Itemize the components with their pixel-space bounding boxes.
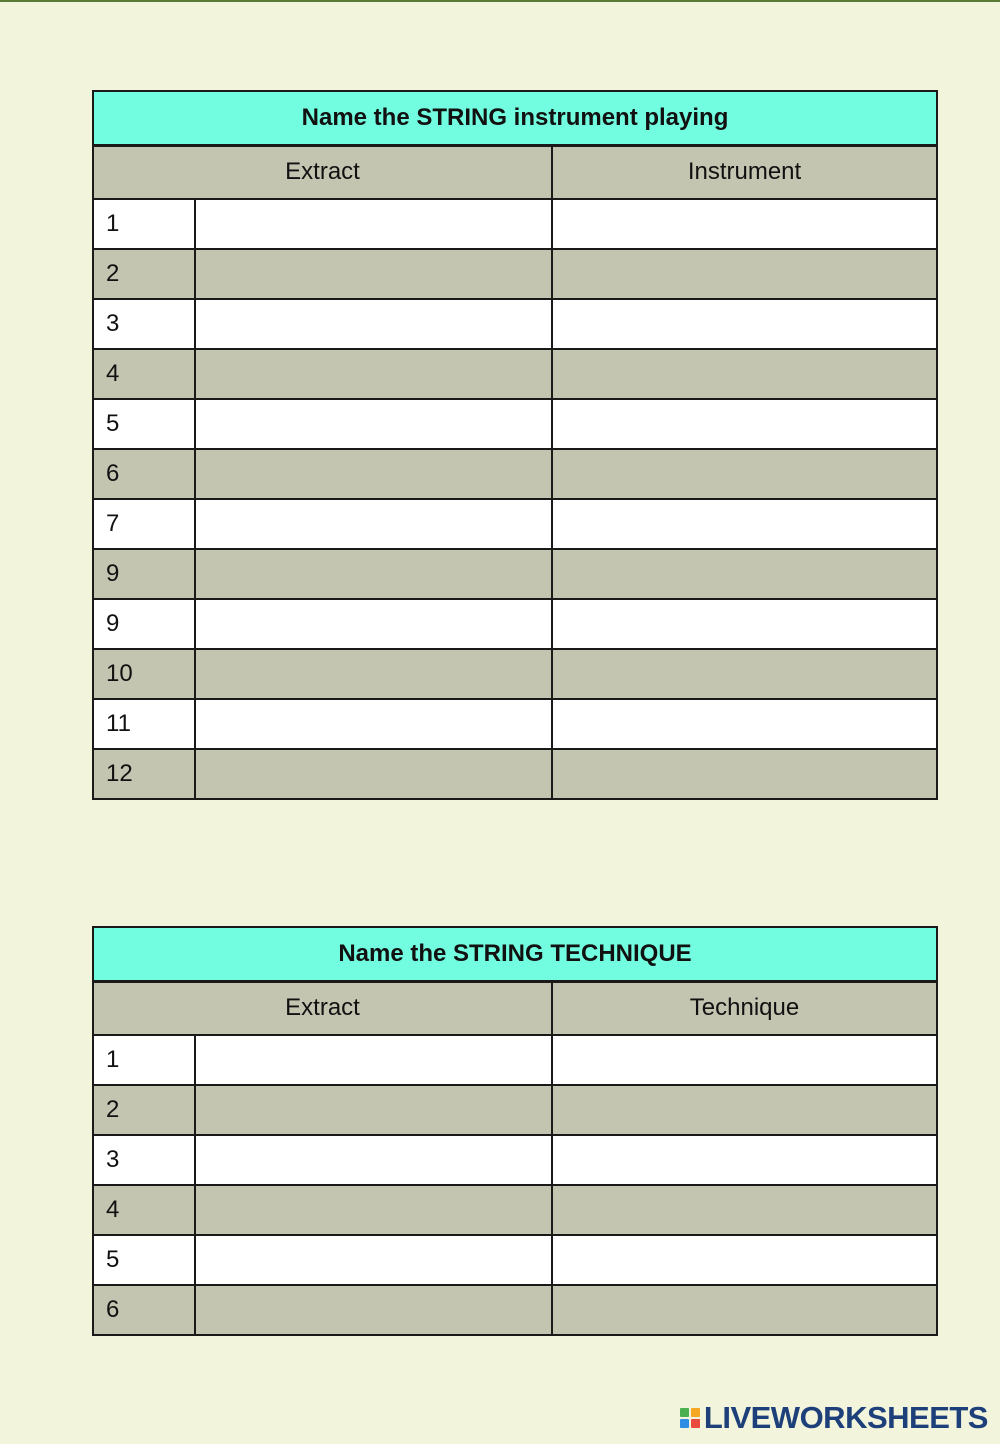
extract-cell (195, 449, 552, 499)
answer-cell (552, 399, 937, 449)
row-number: 1 (93, 199, 195, 249)
column-header-extract: Extract (93, 145, 552, 199)
row-number: 12 (93, 749, 195, 799)
answer-cell (552, 549, 937, 599)
answer-input[interactable] (553, 500, 936, 548)
liveworksheets-logo-icon (680, 1408, 700, 1428)
table-title: Name the STRING TECHNIQUE (93, 927, 937, 981)
answer-cell (552, 1135, 937, 1185)
answer-input[interactable] (553, 1086, 936, 1134)
extract-cell (195, 599, 552, 649)
extract-cell (195, 1085, 552, 1135)
answer-cell (552, 1085, 937, 1135)
answer-input[interactable] (553, 250, 936, 298)
row-number: 6 (93, 449, 195, 499)
table-row (93, 349, 937, 399)
table-row (93, 1285, 937, 1335)
extract-cell (195, 1135, 552, 1185)
extract-cell (195, 1285, 552, 1335)
answer-input[interactable] (553, 550, 936, 598)
answer-cell (552, 449, 937, 499)
table-row (93, 1135, 937, 1185)
row-number: 9 (93, 599, 195, 649)
answer-cell (552, 1185, 937, 1235)
extract-cell (195, 699, 552, 749)
row-number: 2 (93, 1085, 195, 1135)
answer-input[interactable] (553, 450, 936, 498)
answer-input[interactable] (553, 700, 936, 748)
answer-input[interactable] (553, 300, 936, 348)
row-number: 7 (93, 499, 195, 549)
answer-cell (552, 699, 937, 749)
row-number: 4 (93, 1185, 195, 1235)
table-title: Name the STRING instrument playing (93, 91, 937, 145)
technique-table (92, 926, 938, 1336)
answer-input[interactable] (553, 750, 936, 798)
table-row (93, 549, 937, 599)
table-row (93, 449, 937, 499)
answer-input[interactable] (553, 1136, 936, 1184)
row-number: 6 (93, 1285, 195, 1335)
answer-cell (552, 499, 937, 549)
answer-cell (552, 349, 937, 399)
answer-input[interactable] (553, 200, 936, 248)
table-row (93, 1085, 937, 1135)
table-row (93, 199, 937, 249)
answer-input[interactable] (553, 400, 936, 448)
extract-cell (195, 199, 552, 249)
row-number: 2 (93, 249, 195, 299)
answer-cell (552, 1235, 937, 1285)
row-number: 1 (93, 1035, 195, 1085)
extract-cell (195, 399, 552, 449)
row-number: 3 (93, 299, 195, 349)
row-number: 5 (93, 399, 195, 449)
answer-cell (552, 1035, 937, 1085)
answer-input[interactable] (553, 1286, 936, 1334)
table-row (93, 299, 937, 349)
answer-cell (552, 749, 937, 799)
answer-input[interactable] (553, 350, 936, 398)
extract-cell (195, 499, 552, 549)
extract-cell (195, 1235, 552, 1285)
table-row (93, 599, 937, 649)
extract-cell (195, 549, 552, 599)
extract-cell (195, 649, 552, 699)
liveworksheets-brand (680, 1400, 988, 1436)
row-number: 10 (93, 649, 195, 699)
row-number: 11 (93, 699, 195, 749)
table-row (93, 1235, 937, 1285)
table-row (93, 1035, 937, 1085)
answer-input[interactable] (553, 1236, 936, 1284)
table-row (93, 499, 937, 549)
answer-cell (552, 649, 937, 699)
extract-cell (195, 749, 552, 799)
table-row (93, 699, 937, 749)
instrument-table (92, 90, 938, 800)
answer-input[interactable] (553, 600, 936, 648)
extract-cell (195, 1185, 552, 1235)
answer-input[interactable] (553, 1186, 936, 1234)
row-number: 9 (93, 549, 195, 599)
row-number: 4 (93, 349, 195, 399)
table-row (93, 399, 937, 449)
extract-cell (195, 1035, 552, 1085)
answer-cell (552, 299, 937, 349)
table-row (93, 1185, 937, 1235)
answer-input[interactable] (553, 650, 936, 698)
column-header-technique: Technique (552, 981, 937, 1035)
answer-cell (552, 199, 937, 249)
answer-cell (552, 249, 937, 299)
brand-name: LIVEWORKSHEETS (703, 1400, 988, 1435)
table-row (93, 249, 937, 299)
column-header-extract: Extract (93, 981, 552, 1035)
table-row (93, 649, 937, 699)
answer-cell (552, 1285, 937, 1335)
answer-cell (552, 599, 937, 649)
column-header-instrument: Instrument (552, 145, 937, 199)
answer-input[interactable] (553, 1036, 936, 1084)
row-number: 3 (93, 1135, 195, 1185)
row-number: 5 (93, 1235, 195, 1285)
table-row (93, 749, 937, 799)
extract-cell (195, 299, 552, 349)
extract-cell (195, 249, 552, 299)
extract-cell (195, 349, 552, 399)
